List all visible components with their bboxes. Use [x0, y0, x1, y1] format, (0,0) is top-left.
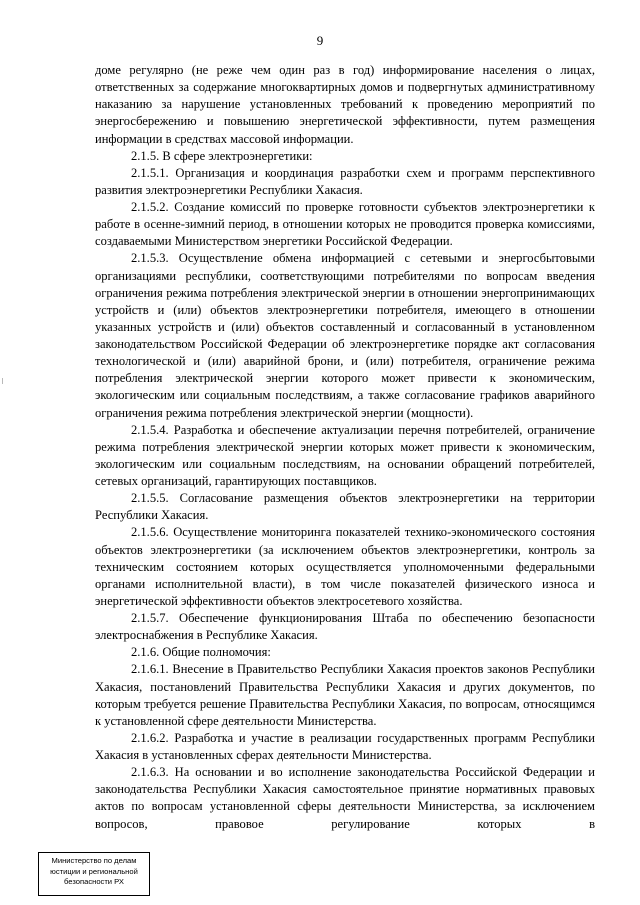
clause-2-1-5-4: 2.1.5.4. Разработка и обеспечение актуализации перечня потребителей, ограничение режима потребления электрической энергии которых может привести к экономическим, экологическим или социальным последствиям, на основании обращений потребителей, сетевых организаций, гарантирующих поставщиков.: [95, 422, 595, 488]
clause-2-1-6-3: 2.1.6.3. На основании и во исполнение законодательства Российской Федерации и законодательства Республики Хакасия самостоятельное принятие нормативных правовых актов по вопросам установленной сферы деятельности Министерства, за исключением вопросов, правовое регулирование которых в: [95, 765, 595, 831]
stamp-line: Министерство по делам: [51, 856, 137, 865]
stamp-line: безопасности РХ: [64, 877, 124, 886]
section-heading-2-1-6: 2.1.6. Общие полномочия:: [131, 645, 271, 660]
clause-2-1-6-2: 2.1.6.2. Разработка и участие в реализации государственных программ Республики Хакасия в установленных сферах деятельности Министерства.: [95, 730, 595, 762]
stamp-line: юстиции и региональной: [50, 866, 138, 876]
scan-artifact: [2, 378, 3, 384]
document-body: [95, 62, 595, 833]
clause-2-1-5-1: 2.1.5.1. Организация и координация разработки схем и программ перспективного развития электроэнергетики Республики Хакасия.: [95, 165, 595, 197]
page-number: 9: [316, 33, 324, 48]
section-heading-2-1-5: 2.1.5. В сфере электроэнергетики:: [131, 148, 313, 163]
clause-2-1-5-6: 2.1.5.6. Осуществление мониторинга показателей технико-экономического состояния объектов электроэнергетики (за исключением объектов электроэнергетики, контроль за техническим состоянием которых осуществляется уполномоченными федеральными органами исполнительной власти), в том числе показателей физического износа и энергетической эффективности объектов электросетевого хозяйства.: [95, 525, 595, 608]
clause-2-1-5-7: 2.1.5.7. Обеспечение функционирования Штаба по обеспечению безопасности электроснабжения в Республике Хакасия.: [95, 611, 595, 643]
clause-2-1-6-1: 2.1.6.1. Внесение в Правительство Республики Хакасия проектов законов Республики Хакасия, постановлений Правительства Республики Хакасия и других документов, по которым требуется решение Правительства Республики Хакасия, по вопросам, относящимся к установленной сфере деятельности Министерства.: [95, 662, 595, 728]
clause-2-1-5-2: 2.1.5.2. Создание комиссий по проверке готовности субъектов электроэнергетики к работе в осенне-зимний период, в отношении которых не проводится проверка комиссиями, создаваемыми Министерством энергетики Российской Федерации.: [95, 200, 595, 249]
registration-stamp: [38, 852, 150, 896]
clause-2-1-5-5: 2.1.5.5. Согласование размещения объектов электроэнергетики на территории Республики Хакасия.: [95, 491, 595, 523]
clause-2-1-5-3: 2.1.5.3. Осуществление обмена информацией с сетевыми и энергосбытовыми организациями республики, соответствующими потребителями по вопросам введения ограничения режима потребления электрической энергии в отношении энергопринимающих устройств и (или) объектов электроэнергетики потребителя, имеющего в отношении указанных устройств и (или) объектов составленный и согласованный в установленном законодательством Российской Федерации об электроэнергетике порядке акт согласования технологической и (или) аварийной брони, и (или) потребителя, ограничение режима потребления электрической энергии которого может привести к экономическим, экологическим или социальным последствиям, а также согласование графиков аварийного ограничения режима потребления электрической энергии (мощности).: [95, 251, 595, 420]
paragraph-continuation: доме регулярно (не реже чем один раз в год) информирование населения о лицах, ответственных за содержание многоквартирных домов и подвергнутых административному наказанию за нарушение установленных требований к проведению мероприятий по энергосбережению и повышению энергетической эффективности, путем размещения информации в средствах массовой информации.: [95, 63, 595, 146]
